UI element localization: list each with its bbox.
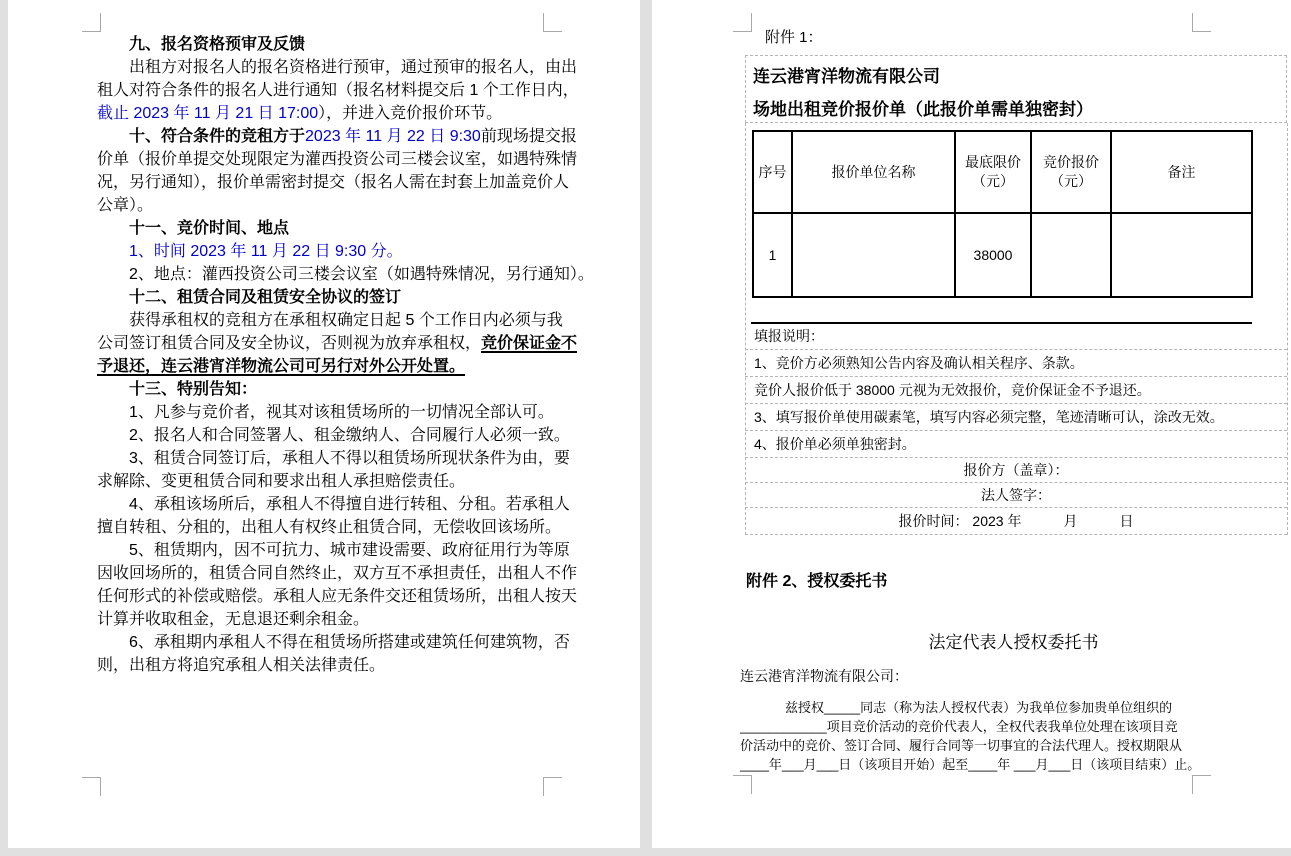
document-line xyxy=(97,217,567,240)
serial-number-cell: 1 xyxy=(753,213,792,297)
page-1-text-block xyxy=(97,33,594,677)
text-segment: 租人对符合条件的报名人进行通知（报名材料提交后 1 个工作日内， xyxy=(97,82,579,99)
text-boundary-mark-bottom-left xyxy=(733,775,752,794)
text-segment: 公司签订租赁合同及安全协议，否则视为放弃承租权， xyxy=(97,335,482,352)
poa-line: 价活动中的竞价、签订合同、履行合同等一切事宜的合法代理人。授权期限从 xyxy=(740,738,1183,753)
document-line xyxy=(97,148,578,171)
document-line xyxy=(97,240,567,263)
text-segment: 1、凡参与竞价者，视其对该租赁场所的一切情况全部认可。 xyxy=(129,404,554,421)
poa-line: 兹授权_____同志（称为法人授权代表）为我单位参加贵单位组织的 xyxy=(785,700,1173,715)
document-line xyxy=(97,562,578,585)
attachment1-label: 附件 1： xyxy=(765,29,823,46)
document-page-1[interactable] xyxy=(8,0,640,848)
document-line xyxy=(97,79,579,102)
quote-form-title: 场地出租竞价报价单（此报价单需单独密封） xyxy=(753,100,1093,119)
text-segment: 况，另行通知），报价单需密封提交（报名人需在封套上加盖竞价人 xyxy=(97,174,570,191)
text-segment: ），并进入竞价报价环节。 xyxy=(318,105,503,122)
document-line xyxy=(97,447,570,470)
text-segment: 十一、竞价时间、地点 xyxy=(129,220,290,237)
text-boundary-mark-bottom-right xyxy=(543,777,562,796)
document-line xyxy=(97,516,567,539)
document-line xyxy=(97,424,570,447)
text-segment: 获得承租权的竞租方在承租权确定日起 5 个工作日内必须与我 xyxy=(129,312,563,329)
document-line xyxy=(97,56,578,79)
text-segment: 4、承租该场所后，承租人不得擅自进行转租、分租。若承租人 xyxy=(129,496,570,513)
date-highlight-text: 1、时间 2023 年 11 月 22 日 9:30 分。 xyxy=(129,243,403,260)
bid-price-cell[interactable] xyxy=(1031,213,1111,297)
text-segment: 则，出租方将追究承租人相关法律责任。 xyxy=(97,657,386,674)
poa-paragraph xyxy=(740,698,1291,774)
text-segment: 任何形式的补偿或赔偿。承租人应无条件交还租赁场所，出租人按天 xyxy=(97,588,578,605)
text-segment: 6、承租期内承租人不得在租赁场所搭建或建筑任何建筑物，否 xyxy=(129,634,570,651)
form-right-gridline xyxy=(1287,123,1288,535)
text-segment: 前现场提交报 xyxy=(480,128,577,145)
document-line xyxy=(97,631,570,654)
note-1: 1、竞价方必须熟知公告内容及确认相关程序、条款。 xyxy=(745,350,1287,377)
document-line xyxy=(97,125,577,148)
quote-table-header-cell: 报价单位名称 xyxy=(792,131,955,213)
attachment2-heading: 附件 2、授权委托书 xyxy=(746,573,888,590)
date-highlight-text: 2023 年 11 月 22 日 9:30 xyxy=(305,128,481,145)
text-boundary-mark-top-right xyxy=(543,13,562,32)
text-segment: 九、报名资格预审及反馈 xyxy=(129,36,306,53)
quote-table-header-cell: 序号 xyxy=(753,131,792,213)
document-line xyxy=(97,493,570,516)
text-segment: 因收回场所的，租赁合同自然终止，双方互不承担责任，出租人不作 xyxy=(97,565,578,582)
emphasized-underlined-text: 竞价保证金不 xyxy=(481,335,578,352)
notes-heading: 填报说明： xyxy=(745,322,1287,350)
document-line xyxy=(97,355,567,378)
company-name: 连云港宵洋物流有限公司 xyxy=(753,67,940,86)
quote-table xyxy=(752,130,1253,298)
remarks-cell[interactable] xyxy=(1111,213,1252,297)
canvas-left-margin xyxy=(0,0,8,848)
text-segment: 擅自转租、分租的，出租人有权终止租赁合同，无偿收回该场所。 xyxy=(97,519,562,536)
document-line xyxy=(97,263,594,286)
note-2: 竞价人报价低于 38000 元视为无效报价，竞价保证金不予退还。 xyxy=(745,377,1287,404)
text-boundary-mark-bottom-left xyxy=(82,777,101,796)
text-segment: 十、符合条件的竞租方于 xyxy=(129,128,306,145)
document-line xyxy=(97,102,567,125)
poa-line: ____________项目竞价活动的竞价代表人，全权代表我单位处理在该项目竞 xyxy=(740,719,1178,734)
document-line xyxy=(97,378,567,401)
document-line xyxy=(97,194,567,217)
text-segment: 求解除、变更租赁合同和要求出租人承担赔偿责任。 xyxy=(97,473,466,490)
text-segment: 5、租赁期内，因不可抗力、城市建设需要、政府征用行为等原 xyxy=(129,542,570,559)
poa-salutation: 连云港宵洋物流有限公司： xyxy=(740,668,908,684)
text-boundary-mark-top-left xyxy=(733,13,752,32)
quote-table-data-row xyxy=(753,213,1252,297)
quote-table-header-row xyxy=(753,131,1252,213)
document-line xyxy=(97,470,567,493)
text-segment: 价单（报价单提交处现限定为灌西投资公司三楼会议室，如遇特殊情 xyxy=(97,151,578,168)
document-line xyxy=(97,608,567,631)
bidder-seal-line[interactable]: 报价方（盖章）： xyxy=(745,458,1287,483)
document-line xyxy=(97,309,567,332)
text-segment: 公章）。 xyxy=(97,197,154,214)
document-line xyxy=(97,33,567,56)
document-line xyxy=(97,585,578,608)
poa-line: ____年___月___日（该项目开始）起至____年 ___月___日（该项目结束）止。 xyxy=(740,757,1201,772)
note-3: 3、填写报价单使用碳素笔，填写内容必须完整，笔迹清晰可认，涂改无效。 xyxy=(745,404,1287,431)
quote-table-header-cell: 竞价报价（元） xyxy=(1031,131,1111,213)
quote-table-header-cell: 备注 xyxy=(1111,131,1252,213)
text-segment: 2、报名人和合同签署人、租金缴纳人、合同履行人必须一致。 xyxy=(129,427,570,444)
floor-price-cell: 38000 xyxy=(955,213,1031,297)
quote-table-header-cell: 最底限价（元） xyxy=(955,131,1031,213)
text-segment: 十二、租赁合同及租赁安全协议的签订 xyxy=(129,289,402,306)
document-line xyxy=(97,286,567,309)
emphasized-underlined-text: 予退还，连云港宵洋物流公司可另行对外公开处置。 xyxy=(97,358,466,375)
quote-form-title-box xyxy=(745,55,1287,123)
document-line xyxy=(97,401,567,424)
canvas-bottom-margin xyxy=(0,848,1291,856)
text-boundary-mark-top-right xyxy=(1192,13,1211,32)
date-highlight-text: 截止 2023 年 11 月 21 日 17:00 xyxy=(97,105,319,122)
page-gap xyxy=(640,0,652,848)
text-segment: 计算并收取租金，无息退还剩余租金。 xyxy=(97,611,370,628)
document-line xyxy=(97,171,570,194)
text-boundary-mark-top-left xyxy=(82,13,101,32)
text-segment: 十三、特别告知： xyxy=(129,381,258,398)
text-segment: 2、地点：灌西投资公司三楼会议室（如遇特殊情况，另行通知）。 xyxy=(129,266,594,283)
text-segment: 出租方对报名人的报名资格进行预审，通过预审的报名人，由出 xyxy=(129,59,578,76)
document-line xyxy=(97,332,578,355)
bidder-name-cell[interactable] xyxy=(792,213,955,297)
document-page-2[interactable] xyxy=(652,0,1291,848)
document-line xyxy=(97,539,570,562)
note-4: 4、报价单必须单独密封。 xyxy=(745,431,1287,458)
quote-date-line[interactable]: 报价时间： 2023 年 月 日 xyxy=(745,508,1287,535)
document-line xyxy=(97,654,567,677)
text-segment: 3、租赁合同签订后，承租人不得以租赁场所现状条件为由，要 xyxy=(129,450,570,467)
text-boundary-mark-bottom-right xyxy=(1192,775,1211,794)
legal-signature-line[interactable]: 法人签字： xyxy=(745,483,1287,508)
poa-title: 法定代表人授权委托书 xyxy=(928,633,1099,652)
